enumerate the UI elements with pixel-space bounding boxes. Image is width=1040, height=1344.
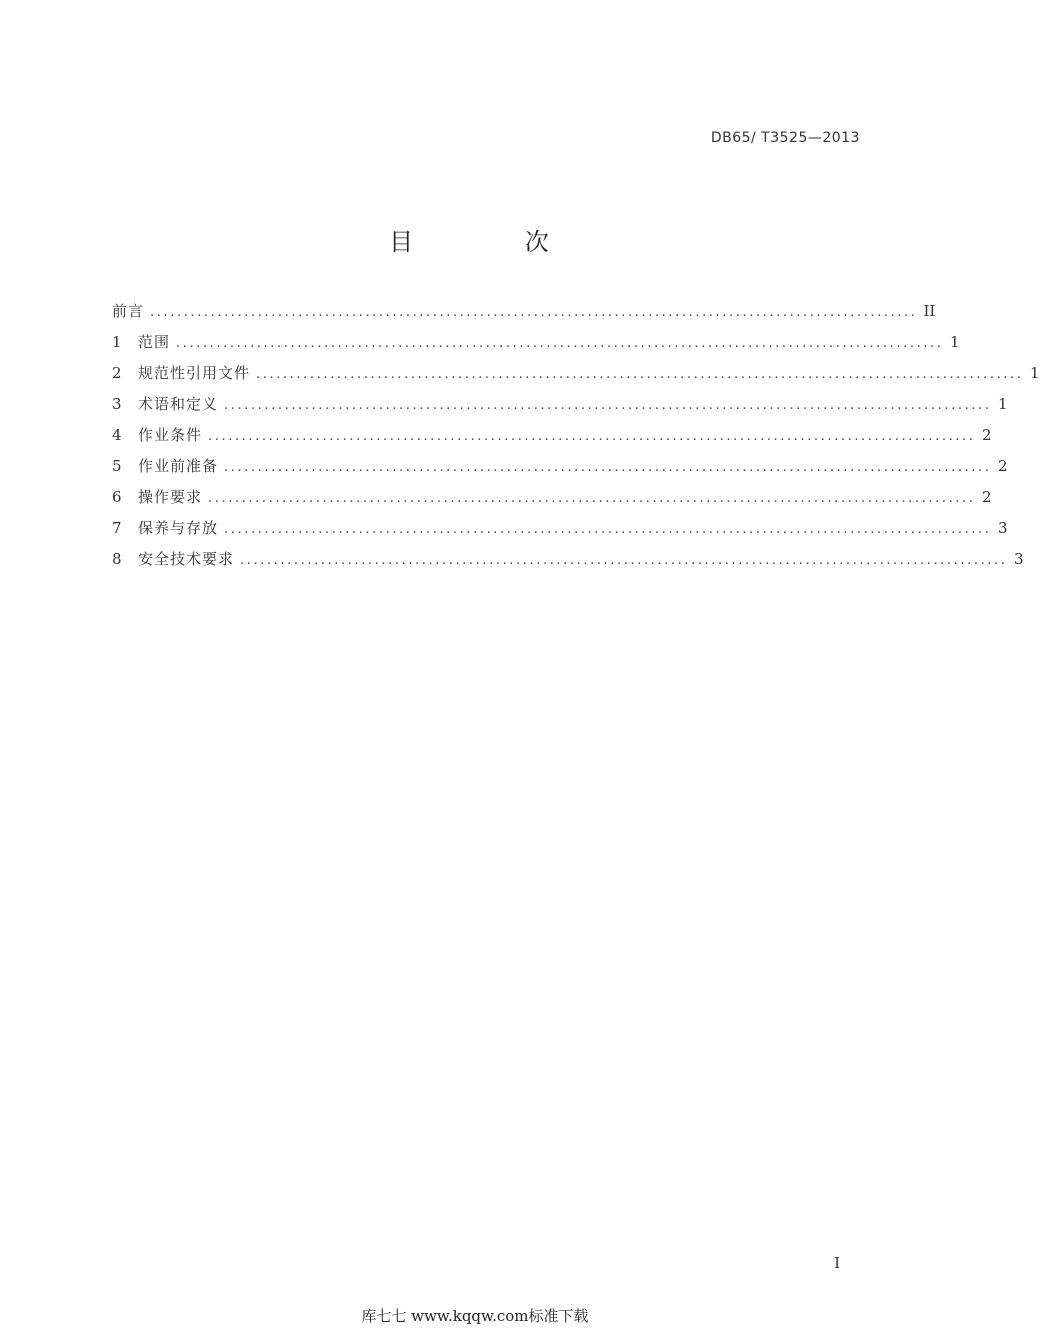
toc-dot-leader: .................................................................................................................. (176, 336, 944, 351)
toc-dot-leader: .................................................................................................................. (224, 522, 992, 537)
toc-entry[interactable] (112, 517, 1008, 548)
toc-dot-leader: .................................................................................................................. (208, 491, 976, 506)
toc-entry-label: 安全技术要求 (138, 550, 235, 568)
toc-entry[interactable] (112, 424, 992, 455)
toc-entry-label: 作业前准备 (138, 457, 219, 475)
toc-entry-page: 1 (949, 333, 960, 351)
toc-entry-page: 2 (981, 426, 992, 444)
toc-entry-label: 术语和定义 (138, 395, 219, 413)
toc-entry[interactable] (112, 331, 960, 362)
toc-entry-page: 3 (997, 519, 1008, 537)
toc-entry-page: II (923, 302, 936, 320)
toc-dot-leader: .................................................................................................................. (224, 398, 992, 413)
toc-entry-number: 8 (112, 550, 122, 568)
toc-entry-label: 操作要求 (138, 488, 203, 506)
toc-entry-number: 1 (112, 333, 122, 351)
page-number: I (834, 1254, 840, 1272)
toc-entry-label: 范围 (138, 333, 171, 351)
toc-entry-number: 7 (112, 519, 122, 537)
toc-dot-leader: .................................................................................................................. (208, 429, 976, 444)
toc-entry-number: 2 (112, 364, 122, 382)
toc-dot-leader: .................................................................................................................. (150, 305, 918, 320)
toc-entry[interactable] (112, 486, 992, 517)
toc-entry-page: 2 (981, 488, 992, 506)
toc-entry-page: 3 (1013, 550, 1024, 568)
toc-entry-number: 6 (112, 488, 122, 506)
toc-entry-label: 规范性引用文件 (138, 364, 251, 382)
toc-entry-label: 前言 (112, 302, 145, 320)
toc-dot-leader: .................................................................................................................. (240, 553, 1008, 568)
toc-entry[interactable] (112, 455, 1008, 486)
toc-entry-number: 4 (112, 426, 122, 444)
toc-entry[interactable] (112, 300, 936, 331)
toc-entry-label: 保养与存放 (138, 519, 219, 537)
document-code: DB65/ T3525—2013 (710, 130, 860, 146)
toc-title: 目 次 (389, 228, 601, 256)
toc-entry-label: 作业条件 (138, 426, 203, 444)
toc-entry-number: 5 (112, 457, 122, 475)
toc-dot-leader: .................................................................................................................. (256, 367, 1024, 382)
toc-entry[interactable] (112, 362, 1040, 393)
toc-entry-page: 2 (997, 457, 1008, 475)
toc-entry[interactable] (112, 548, 1024, 579)
toc-dot-leader: .................................................................................................................. (224, 460, 992, 475)
table-of-contents (112, 300, 1040, 579)
toc-entry[interactable] (112, 393, 1008, 424)
toc-entry-number: 3 (112, 395, 122, 413)
toc-entry-page: 1 (997, 395, 1008, 413)
footer-watermark-text: 库七七 www.kqqw.com标准下载 (361, 1307, 589, 1325)
toc-entry-page: 1 (1029, 364, 1040, 382)
